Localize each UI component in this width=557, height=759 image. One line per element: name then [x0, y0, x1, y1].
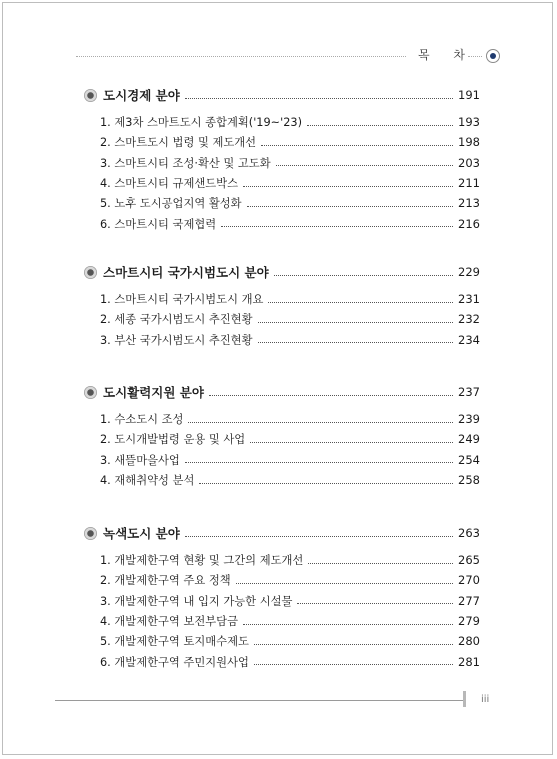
section-bullet-icon [84, 89, 97, 102]
toc-item[interactable] [100, 570, 480, 590]
dot-leader [261, 145, 453, 146]
section-bullet-icon [84, 527, 97, 540]
toc-item[interactable] [100, 153, 480, 173]
toc-item[interactable] [100, 631, 480, 651]
dot-leader [254, 664, 453, 665]
toc-item[interactable] [100, 409, 480, 429]
toc-item-page: 254 [458, 452, 480, 467]
toc-item-label: 4. 개발제한구역 보전부담금 [100, 615, 239, 629]
toc-item-page: 277 [458, 593, 480, 608]
toc-item-page: 249 [458, 432, 480, 447]
toc-item-label: 1. 스마트시티 국가시범도시 개요 [100, 293, 264, 307]
toc-item-label: 3. 새뜰마을사업 [100, 453, 180, 467]
toc-item-page: 213 [458, 196, 480, 211]
toc-item[interactable] [100, 330, 480, 350]
dot-leader [276, 165, 453, 166]
toc-item-label: 6. 스마트시티 국제협력 [100, 217, 217, 231]
section-page: 237 [458, 385, 480, 399]
toc-item-label: 5. 개발제한구역 토지매수제도 [100, 635, 249, 649]
toc-item[interactable] [100, 611, 480, 631]
toc-title: 목 차 [418, 48, 475, 62]
footer-rule [55, 700, 463, 701]
toc-item-label: 2. 도시개발법령 운용 및 사업 [100, 433, 246, 447]
toc-item[interactable] [100, 429, 480, 449]
toc-item-label: 6. 개발제한구역 주민지원사업 [100, 655, 249, 669]
toc-section [84, 382, 480, 490]
toc-item-page: 281 [458, 654, 480, 669]
section-heading[interactable] [84, 262, 480, 282]
section-page: 229 [458, 265, 480, 279]
toc-item[interactable] [100, 112, 480, 132]
dot-leader [209, 395, 453, 396]
section-heading[interactable] [84, 523, 480, 543]
toc-item[interactable] [100, 591, 480, 611]
toc-item-page: 193 [458, 115, 480, 130]
toc-item-page: 216 [458, 216, 480, 231]
dot-leader [236, 583, 453, 584]
toc-item-label: 3. 스마트시티 조성·확산 및 고도화 [100, 156, 271, 170]
toc-item-page: 270 [458, 573, 480, 588]
section-bullet-icon [84, 386, 97, 399]
header-circle-icon [486, 49, 500, 63]
toc-item-label: 2. 세종 국가시범도시 추진현황 [100, 313, 253, 327]
toc-item-label: 2. 스마트도시 법령 및 제도개선 [100, 136, 257, 150]
toc-item[interactable] [100, 651, 480, 671]
toc-item[interactable] [100, 193, 480, 213]
toc-section [84, 523, 480, 672]
section-title: 도시활력지원 분야 [103, 385, 204, 400]
toc-item-label: 1. 제3차 스마트도시 종합계획('19~'23) [100, 116, 303, 130]
dot-leader [307, 125, 453, 126]
toc-item[interactable] [100, 132, 480, 152]
dot-leader [243, 186, 453, 187]
dot-leader [185, 536, 453, 537]
toc-item-label: 2. 개발제한구역 주요 정책 [100, 574, 231, 588]
dot-leader [185, 98, 453, 99]
toc-item-page: 198 [458, 135, 480, 150]
toc-item-label: 5. 노후 도시공업지역 활성화 [100, 197, 242, 211]
toc-item[interactable] [100, 550, 480, 570]
dot-leader [258, 322, 453, 323]
toc-item-page: 203 [458, 155, 480, 170]
toc-item[interactable] [100, 450, 480, 470]
section-page: 263 [458, 526, 480, 540]
section-title: 도시경제 분야 [103, 88, 180, 103]
dot-leader [250, 442, 453, 443]
toc-item[interactable] [100, 309, 480, 329]
section-heading[interactable] [84, 382, 480, 402]
toc-item-label: 3. 부산 국가시범도시 추진현황 [100, 333, 253, 347]
dot-leader [254, 644, 453, 645]
toc-section [84, 85, 480, 234]
footer-page-number: iii [481, 694, 490, 705]
section-heading[interactable] [84, 85, 480, 105]
header-dotted-rule-short [468, 56, 482, 57]
dot-leader [297, 603, 453, 604]
section-title: 녹색도시 분야 [103, 526, 180, 541]
dot-leader [258, 342, 453, 343]
dot-leader [221, 226, 453, 227]
toc-item-page: 258 [458, 473, 480, 488]
toc-section [84, 262, 480, 350]
toc-item-label: 4. 스마트시티 규제샌드박스 [100, 177, 239, 191]
toc-item[interactable] [100, 289, 480, 309]
toc-item-page: 234 [458, 332, 480, 347]
section-bullet-icon [84, 266, 97, 279]
dot-leader [188, 422, 453, 423]
dot-leader [243, 624, 453, 625]
toc-item-page: 279 [458, 614, 480, 629]
footer-bar [463, 691, 466, 707]
section-page: 191 [458, 88, 480, 102]
toc-item[interactable] [100, 213, 480, 233]
dot-leader [308, 563, 453, 564]
toc-item-page: 280 [458, 634, 480, 649]
toc-item-page: 231 [458, 292, 480, 307]
toc-item-label: 4. 재해취약성 분석 [100, 474, 195, 488]
dot-leader [268, 302, 453, 303]
dot-leader [185, 462, 453, 463]
toc-item[interactable] [100, 470, 480, 490]
toc-item-label: 1. 개발제한구역 현황 및 그간의 제도개선 [100, 554, 304, 568]
dot-leader [199, 483, 453, 484]
toc-item-page: 232 [458, 312, 480, 327]
toc-item-label: 3. 개발제한구역 내 입지 가능한 시설물 [100, 594, 293, 608]
dot-leader [274, 275, 453, 276]
toc-item[interactable] [100, 173, 480, 193]
header-dotted-rule [76, 56, 406, 57]
toc-item-page: 265 [458, 553, 480, 568]
dot-leader [247, 206, 453, 207]
section-title: 스마트시티 국가시범도시 분야 [103, 265, 269, 280]
toc-item-page: 239 [458, 412, 480, 427]
toc-item-page: 211 [458, 176, 480, 191]
toc-item-label: 1. 수소도시 조성 [100, 413, 184, 427]
